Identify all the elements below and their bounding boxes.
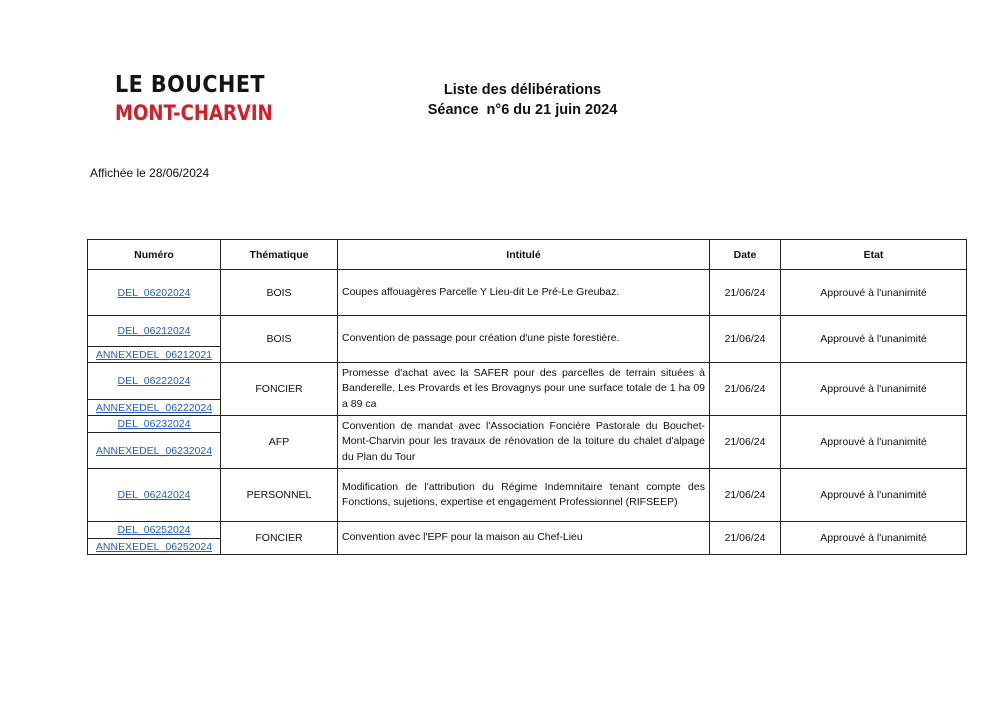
numero-cell (88, 270, 221, 316)
numero-cell (88, 316, 221, 347)
annexe-link[interactable]: ANNEXEDEL_06232024 (95, 444, 213, 457)
annexe-link[interactable]: ANNEXEDEL_06222024 (95, 401, 213, 414)
thematique-cell: AFP (221, 416, 338, 469)
table-header-row (88, 240, 967, 270)
document-title-block (400, 82, 645, 118)
deliberation-link[interactable]: DEL_06212024 (117, 325, 191, 337)
deliberations-table (87, 239, 967, 555)
annexe-link[interactable]: ANNEXEDEL_06252024 (95, 540, 213, 553)
annexe-link[interactable]: ANNEXEDEL_06212021 (95, 348, 213, 361)
document-title: Liste des délibérations (443, 82, 602, 98)
annexe-cell (88, 347, 221, 363)
date-cell: 21/06/24 (710, 270, 781, 316)
thematique-cell: FONCIER (221, 363, 338, 416)
deliberation-link[interactable]: DEL_06232024 (117, 418, 191, 430)
session-subtitle: Séance n°6 du 21 juin 2024 (427, 102, 618, 118)
thematique-cell: FONCIER (221, 522, 338, 555)
header-intitule: Intitulé (338, 240, 710, 270)
etat-cell: Approuvé à l'unanimité (781, 469, 967, 522)
etat-cell: Approuvé à l'unanimité (781, 316, 967, 363)
etat-cell: Approuvé à l'unanimité (781, 363, 967, 416)
table-row (88, 316, 967, 347)
intitule-cell: Convention de passage pour création d'une piste forestière. (338, 316, 710, 363)
annexe-cell (88, 433, 221, 469)
deliberation-link[interactable]: DEL_06242024 (117, 489, 191, 501)
header-etat: Etat (781, 240, 967, 270)
deliberation-link[interactable]: DEL_06222024 (117, 375, 191, 387)
numero-cell (88, 416, 221, 433)
date-cell: 21/06/24 (710, 363, 781, 416)
annexe-cell (88, 539, 221, 555)
date-cell: 21/06/24 (710, 316, 781, 363)
header-date: Date (710, 240, 781, 270)
table-row (88, 416, 967, 433)
intitule-cell: Convention avec l'EPF pour la maison au Chef-Lieu (338, 522, 710, 555)
date-cell: 21/06/24 (710, 522, 781, 555)
logo-line-1: LE BOUCHET (115, 72, 266, 98)
table-row (88, 363, 967, 400)
posted-date: Affichée le 28/06/2024 (90, 166, 210, 180)
intitule-cell: Modification de l'attribution du Régime Indemnitaire tenant compte des Fonctions, sujetions, expertise et engagement Professionnel (RIFSEEP) (338, 469, 710, 522)
intitule-cell: Coupes affouagères Parcelle Y Lieu-dit Le Pré-Le Greubaz. (338, 270, 710, 316)
intitule-cell: Convention de mandat avec l'Association Foncière Pastorale du Bouchet-Mont-Charvin pour les travaux de rénovation de la toiture du chalet d'alpage du Plan du Tour (338, 416, 710, 469)
numero-cell (88, 469, 221, 522)
deliberation-link[interactable]: DEL_06252024 (117, 524, 191, 536)
date-cell: 21/06/24 (710, 469, 781, 522)
header-numero: Numéro (88, 240, 221, 270)
numero-cell (88, 363, 221, 400)
date-cell: 21/06/24 (710, 416, 781, 469)
etat-cell: Approuvé à l'unanimité (781, 270, 967, 316)
etat-cell: Approuvé à l'unanimité (781, 416, 967, 469)
logo-line-2: MONT-CHARVIN (115, 101, 273, 125)
etat-cell: Approuvé à l'unanimité (781, 522, 967, 555)
header-thematique: Thématique (221, 240, 338, 270)
table-row (88, 522, 967, 539)
table-row (88, 270, 967, 316)
intitule-cell: Promesse d'achat avec la SAFER pour des parcelles de terrain situées à Banderelle, Les Provards et les Brovagnys pour une surface totale de 1 ha 09 a 89 ca (338, 363, 710, 416)
numero-cell (88, 522, 221, 539)
thematique-cell: BOIS (221, 270, 338, 316)
thematique-cell: BOIS (221, 316, 338, 363)
table-row (88, 469, 967, 522)
annexe-cell (88, 400, 221, 416)
deliberation-link[interactable]: DEL_06202024 (117, 286, 191, 299)
municipality-logo (115, 74, 298, 124)
thematique-cell: PERSONNEL (221, 469, 338, 522)
